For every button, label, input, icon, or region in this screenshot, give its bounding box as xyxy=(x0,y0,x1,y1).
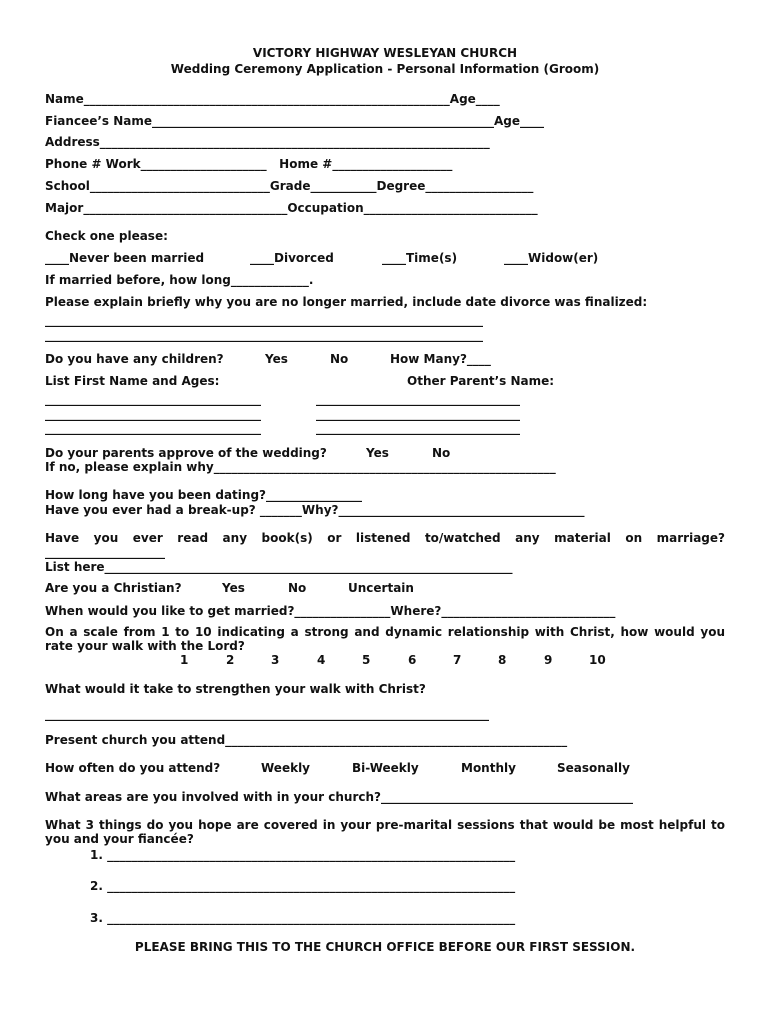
form-subtitle: Wedding Ceremony Application - Personal Information (Groom) xyxy=(170,62,600,76)
name-field[interactable]: Name_____________________________________________________________Age____ xyxy=(45,92,500,106)
reading-answer-line[interactable]: ____________________ xyxy=(45,545,165,559)
fiancee-name-field[interactable]: Fiancee’s Name_________________________________________________________Age____ xyxy=(45,114,545,128)
scale-option-5[interactable]: 5 xyxy=(362,653,371,667)
address-field[interactable]: Address_________________________________________________________________ xyxy=(45,135,490,149)
premarital-question-line-2: you and your fiancée? xyxy=(45,832,194,846)
times-option[interactable]: ____Time(s) xyxy=(382,251,458,265)
parents-approve-question: Do your parents approve of the wedding? xyxy=(45,446,327,460)
premarital-question-line-1: What 3 things do you hope are covered in your pre-marital sessions that would be most helpful to xyxy=(45,818,725,832)
school-field[interactable]: School______________________________Grade___________Degree__________________ xyxy=(45,179,534,193)
check-one-label: Check one please: xyxy=(45,229,168,243)
attendance-seasonally-option[interactable]: Seasonally xyxy=(557,761,630,775)
children-yes-option[interactable]: Yes xyxy=(265,352,288,366)
wedding-date-place-field[interactable]: When would you like to get married?________________Where?_____________________________ xyxy=(45,604,616,618)
scale-option-6[interactable]: 6 xyxy=(408,653,417,667)
major-field[interactable]: Major__________________________________Occupation_____________________________ xyxy=(45,201,538,215)
scale-option-1[interactable]: 1 xyxy=(180,653,189,667)
scale-option-8[interactable]: 8 xyxy=(498,653,507,667)
reading-question: Have you ever read any book(s) or listened to/watched any material on marriage? xyxy=(45,531,725,545)
scale-option-4[interactable]: 4 xyxy=(317,653,326,667)
christian-question: Are you a Christian? xyxy=(45,581,182,595)
church-title: VICTORY HIGHWAY WESLEYAN CHURCH xyxy=(252,46,518,60)
strengthen-answer-line[interactable]: __________________________________________________________________________ xyxy=(45,707,489,721)
parents-yes-option[interactable]: Yes xyxy=(366,446,389,460)
attendance-question: How often do you attend? xyxy=(45,761,221,775)
other-parent-label: Other Parent’s Name: xyxy=(407,374,555,388)
explain-line-1[interactable]: _________________________________________________________________________ xyxy=(45,313,483,327)
scale-option-9[interactable]: 9 xyxy=(544,653,553,667)
premarital-item-2[interactable]: 2. ____________________________________________________________________ xyxy=(90,879,516,893)
scale-option-2[interactable]: 2 xyxy=(226,653,235,667)
parents-explain-field[interactable]: If no, please explain why_________________________________________________________ xyxy=(45,460,556,474)
attendance-biweekly-option[interactable]: Bi-Weekly xyxy=(352,761,419,775)
scale-question-line-1: On a scale from 1 to 10 indicating a strong and dynamic relationship with Christ, how would you xyxy=(45,625,725,639)
scale-option-3[interactable]: 3 xyxy=(271,653,280,667)
attendance-weekly-option[interactable]: Weekly xyxy=(261,761,311,775)
premarital-item-3[interactable]: 3. ____________________________________________________________________ xyxy=(90,911,516,925)
present-church-field[interactable]: Present church you attend_________________________________________________________ xyxy=(45,733,568,747)
widow-option[interactable]: ____Widow(er) xyxy=(504,251,599,265)
married-how-long-field[interactable]: If married before, how long_____________. xyxy=(45,273,314,287)
parents-no-option[interactable]: No xyxy=(432,446,451,460)
never-married-option[interactable]: ____Never been married xyxy=(45,251,205,265)
premarital-item-1[interactable]: 1. ____________________________________________________________________ xyxy=(90,848,516,862)
christian-yes-option[interactable]: Yes xyxy=(222,581,245,595)
reading-list-field[interactable]: List here____________________________________________________________________ xyxy=(45,560,513,574)
children-how-many-field[interactable]: How Many?____ xyxy=(390,352,491,366)
other-parent-line-3[interactable]: __________________________________ xyxy=(316,421,520,435)
child-name-line-1[interactable]: ____________________________________ xyxy=(45,392,261,406)
children-question: Do you have any children? xyxy=(45,352,224,366)
other-parent-line-2[interactable]: __________________________________ xyxy=(316,407,520,421)
explain-line-2[interactable]: _________________________________________________________________________ xyxy=(45,328,483,342)
dating-length-field[interactable]: How long have you been dating?________________ xyxy=(45,488,363,502)
children-no-option[interactable]: No xyxy=(330,352,349,366)
explain-marriage-prompt: Please explain briefly why you are no longer married, include date divorce was finalized: xyxy=(45,295,648,309)
other-parent-line-1[interactable]: __________________________________ xyxy=(316,392,520,406)
involvement-field[interactable]: What areas are you involved with in your church?__________________________________________ xyxy=(45,790,633,804)
child-name-line-3[interactable]: ____________________________________ xyxy=(45,421,261,435)
scale-option-10[interactable]: 10 xyxy=(589,653,606,667)
strengthen-question: What would it take to strengthen your walk with Christ? xyxy=(45,682,426,696)
footer-instruction: PLEASE BRING THIS TO THE CHURCH OFFICE BEFORE OUR FIRST SESSION. xyxy=(134,940,636,954)
children-list-label: List First Name and Ages: xyxy=(45,374,220,388)
divorced-option[interactable]: ____Divorced xyxy=(250,251,334,265)
phone-field[interactable]: Phone # Work_____________________ Home #____________________ xyxy=(45,157,453,171)
attendance-monthly-option[interactable]: Monthly xyxy=(461,761,516,775)
break-up-field[interactable]: Have you ever had a break-up? _______Why?_________________________________________ xyxy=(45,503,585,517)
scale-question-line-2: rate your walk with the Lord? xyxy=(45,639,245,653)
christian-uncertain-option[interactable]: Uncertain xyxy=(348,581,414,595)
child-name-line-2[interactable]: ____________________________________ xyxy=(45,407,261,421)
scale-option-7[interactable]: 7 xyxy=(453,653,462,667)
christian-no-option[interactable]: No xyxy=(288,581,307,595)
